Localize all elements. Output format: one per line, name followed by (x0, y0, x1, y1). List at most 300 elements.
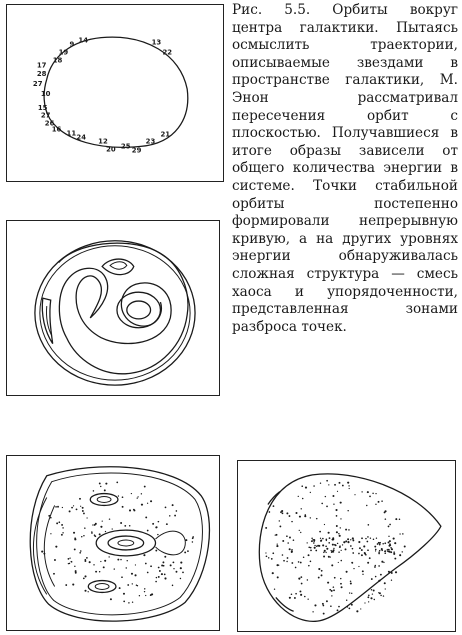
scatter-dot (71, 561, 73, 563)
scatter-dot (315, 550, 317, 552)
scatter-dot (53, 573, 55, 575)
scatter-dot (377, 543, 379, 545)
scatter-dot (330, 605, 332, 607)
scatter-dot (280, 511, 282, 513)
orbit-figure-smooth-canvas (7, 5, 223, 181)
scatter-dot (123, 593, 125, 595)
scatter-dot (131, 573, 133, 575)
scatter-dot (41, 551, 43, 553)
scatter-dot (61, 534, 63, 536)
scatter-dot (289, 597, 291, 599)
scatter-dot (158, 576, 160, 578)
scatter-dot (123, 600, 125, 602)
scatter-dot (337, 543, 338, 544)
scatter-dot (381, 561, 383, 563)
scatter-dot (99, 571, 100, 572)
bottom-island-inner (95, 584, 109, 590)
scatter-dot (388, 536, 389, 537)
scatter-dot (150, 500, 152, 502)
scatter-dot (276, 545, 278, 547)
scatter-dot (176, 571, 178, 573)
scatter-dot (362, 574, 363, 575)
scatter-dot (54, 559, 56, 561)
scatter-dot (326, 506, 328, 508)
scatter-dot (331, 564, 333, 566)
scatter-dot (84, 527, 86, 529)
scatter-dot (307, 579, 308, 580)
scatter-dot (404, 545, 406, 547)
scatter-dot (310, 549, 312, 551)
scatter-dot (69, 510, 71, 512)
scatter-dot (184, 551, 186, 553)
scatter-dot (74, 548, 76, 550)
scatter-dot (313, 541, 314, 542)
scatter-dot (99, 483, 101, 485)
scatter-dot (161, 565, 163, 567)
orbit-label: 15 (37, 103, 48, 112)
scatter-dot (84, 590, 86, 592)
scatter-dot (89, 561, 91, 563)
scatter-dot (388, 551, 390, 553)
scatter-dot (350, 545, 352, 547)
scatter-dot (298, 578, 300, 580)
scatter-dot (337, 491, 338, 492)
scatter-dot (279, 526, 281, 528)
scatter-dot (108, 556, 109, 557)
scatter-dot (333, 548, 334, 549)
scatter-dot (328, 542, 330, 544)
scatter-dot (91, 531, 92, 532)
scatter-dot (118, 495, 119, 496)
center-wing-right (156, 531, 186, 555)
scatter-dot (330, 550, 331, 551)
scatter-dot (316, 518, 318, 520)
scatter-dot (100, 486, 101, 487)
scatter-dot (381, 500, 383, 502)
scatter-dot (79, 552, 81, 554)
scatter-dot (333, 549, 335, 551)
scatter-dot (310, 517, 311, 518)
scatter-dot (170, 564, 172, 566)
scatter-dot (331, 590, 333, 592)
scatter-dot (180, 578, 181, 579)
orbit-label: 18 (52, 56, 63, 65)
scatter-dot (283, 560, 285, 562)
scatter-dot (282, 540, 284, 542)
scatter-dot (273, 505, 275, 507)
scatter-dot (313, 485, 315, 487)
scatter-dot (399, 533, 400, 534)
scatter-dot (379, 580, 381, 582)
scatter-dot (345, 529, 347, 531)
scatter-dot (380, 574, 382, 576)
inner-lobe-curve (76, 276, 171, 344)
scatter-dot (391, 572, 393, 574)
scatter-dot (301, 583, 303, 585)
scatter-dot (295, 567, 297, 569)
center-island-middle (108, 536, 144, 550)
scatter-dot (334, 577, 336, 579)
scatter-dot (308, 554, 310, 556)
scatter-dot (325, 552, 326, 553)
scatter-dot (327, 582, 329, 584)
scatter-dot (278, 564, 279, 565)
center-island-inner (118, 540, 134, 546)
scatter-dot (367, 491, 369, 493)
orbit-label: 23 (145, 137, 156, 146)
orbit-label: 25 (120, 142, 131, 151)
scatter-dot (287, 542, 289, 544)
scatter-dot (364, 553, 366, 555)
right-island-outer (117, 292, 161, 328)
orbit-label: 12 (98, 137, 108, 146)
scatter-dot (303, 557, 305, 559)
scatter-dot (317, 545, 319, 547)
scatter-dot (112, 528, 113, 529)
scatter-dot (272, 552, 274, 554)
orbit-figure-chaotic-canvas (238, 461, 455, 631)
scatter-dot (347, 541, 349, 543)
scatter-dot (155, 550, 157, 552)
scatter-dot (318, 577, 320, 579)
scatter-dot (69, 563, 71, 565)
scatter-dot (352, 552, 354, 554)
scatter-dot (378, 565, 380, 567)
scatter-dot (100, 526, 102, 528)
scatter-dot (350, 581, 352, 583)
scatter-dot (92, 524, 93, 525)
scatter-dot (390, 551, 392, 553)
scatter-dot (69, 557, 70, 558)
scatter-dot (74, 537, 76, 539)
scatter-dot (169, 515, 170, 516)
scatter-dot (141, 504, 143, 506)
scatter-dot (308, 546, 310, 548)
scatter-dot (127, 584, 129, 586)
scatter-dot (311, 538, 313, 540)
scatter-dot (332, 544, 334, 546)
scatter-dot (293, 539, 295, 541)
teardrop-upper-mark (268, 492, 280, 505)
scatter-dot (384, 510, 386, 512)
scatter-dot (376, 538, 377, 539)
scatter-dot (356, 610, 358, 612)
scatter-dot (75, 572, 77, 574)
scatter-dot (298, 496, 299, 497)
scatter-dot (375, 549, 377, 551)
scatter-dot (393, 551, 395, 553)
scatter-dot (192, 541, 193, 542)
scatter-dot (360, 608, 361, 609)
scatter-dot (274, 589, 275, 590)
scatter-dot (135, 564, 136, 565)
scatter-dot (336, 531, 338, 533)
scatter-dot (389, 524, 391, 526)
scatter-dot (300, 576, 302, 578)
scatter-dot (289, 537, 291, 539)
scatter-dot (347, 510, 348, 511)
scatter-dot (333, 589, 335, 591)
scatter-dot (93, 490, 95, 492)
scatter-dot (83, 578, 85, 580)
orbit-label: 27 (32, 80, 43, 89)
scatter-dot (94, 535, 96, 537)
scatter-dot (147, 530, 149, 532)
scatter-dot (287, 557, 289, 559)
scatter-dot (83, 513, 85, 515)
scatter-dot (164, 577, 166, 579)
scatter-dot (269, 511, 271, 513)
scatter-dot (305, 514, 307, 516)
scatter-dot (399, 518, 401, 520)
scatter-dot (50, 533, 51, 534)
scatter-dot (300, 562, 302, 564)
scatter-dot (337, 609, 339, 611)
scatter-dot (127, 560, 128, 561)
scatter-dot (348, 485, 349, 486)
scatter-dot (311, 540, 313, 542)
center-island-outer (96, 530, 155, 556)
scatter-dot (156, 577, 157, 578)
scatter-dot (350, 582, 352, 584)
scatter-dot (374, 599, 375, 600)
scatter-dot (364, 602, 365, 603)
scatter-dot (93, 564, 94, 565)
scatter-dot (336, 515, 338, 517)
scatter-dot (73, 532, 75, 534)
scatter-dot (320, 539, 322, 541)
scatter-dot (128, 602, 129, 603)
scatter-dot (104, 560, 106, 562)
scatter-dot (338, 562, 339, 563)
scatter-dot (75, 570, 77, 572)
scatter-dot (388, 549, 389, 550)
scatter-dot (301, 485, 303, 487)
scatter-dot (389, 540, 391, 542)
scatter-dot (105, 483, 107, 485)
orbit-figure-chaos-islands (6, 455, 220, 631)
scatter-dot (383, 562, 384, 563)
scatter-dot (120, 559, 121, 560)
scatter-dot (145, 516, 147, 518)
scatter-dot (381, 550, 383, 552)
scatter-dot (313, 542, 315, 544)
scatter-dot (326, 600, 328, 602)
scatter-dot (286, 561, 287, 562)
scatter-dot (300, 594, 302, 596)
scatter-dot (307, 599, 308, 600)
scatter-dot (369, 557, 371, 559)
top-island-inner (110, 262, 127, 269)
scatter-dot (55, 506, 57, 508)
scatter-dot (48, 515, 50, 517)
scatter-dot (300, 532, 301, 533)
scatter-dot (110, 598, 112, 600)
scatter-dot (109, 518, 110, 519)
orbit-label: 11 (66, 129, 77, 138)
scatter-dot (329, 537, 331, 539)
scatter-dot (122, 496, 124, 498)
scatter-dot (323, 605, 325, 607)
scatter-dot (402, 551, 403, 552)
scatter-dot (86, 557, 88, 559)
orbit-label: 16 (51, 125, 62, 134)
scatter-dot (81, 536, 82, 537)
scatter-dot (308, 565, 310, 567)
scatter-dot (304, 596, 306, 598)
scatter-dot (358, 553, 360, 555)
scatter-dot (358, 541, 360, 543)
scatter-dot (162, 561, 164, 563)
scatter-dot (361, 537, 363, 539)
scatter-dot (367, 536, 369, 538)
outer-boundary (30, 467, 209, 621)
scatter-dot (152, 523, 154, 525)
scatter-dot (120, 522, 122, 524)
scatter-dot (346, 600, 347, 601)
scatter-dot (320, 538, 321, 539)
scatter-dot (394, 558, 396, 560)
scatter-dot (174, 515, 176, 517)
scatter-dot (350, 539, 351, 540)
scatter-dot (265, 527, 267, 529)
scatter-dot (122, 506, 124, 508)
scatter-dot (289, 515, 291, 517)
scatter-dot (172, 504, 174, 506)
scatter-dot (266, 555, 268, 557)
scatter-dot (340, 518, 341, 519)
scatter-dot (155, 526, 157, 528)
scatter-dot (373, 539, 375, 541)
scatter-dot (310, 561, 312, 563)
scatter-dot (185, 539, 187, 541)
scatter-dot (313, 539, 315, 541)
scatter-dot (76, 508, 78, 510)
scatter-dot (289, 548, 291, 550)
scatter-dot (129, 509, 131, 511)
scatter-dot (88, 591, 89, 592)
scatter-dot (182, 571, 184, 573)
scatter-dot (282, 554, 284, 556)
scatter-dot (157, 534, 158, 535)
scatter-dot (370, 538, 371, 539)
scatter-dot (340, 502, 342, 504)
scatter-dot (338, 533, 339, 534)
scatter-dot (353, 568, 354, 569)
scatter-dot (363, 545, 365, 547)
orbit-label: 26 (44, 119, 55, 128)
orbit-label: 10 (40, 89, 51, 98)
scatter-dot (158, 521, 160, 523)
scatter-dot (354, 494, 355, 495)
scatter-dot (137, 496, 138, 497)
scatter-dot (105, 531, 106, 532)
scatter-dot (291, 551, 293, 553)
scatter-dot (65, 584, 67, 586)
scatter-dot (340, 578, 341, 579)
scatter-dot (331, 595, 332, 596)
scatter-dot (137, 497, 138, 498)
scatter-dot (131, 493, 132, 494)
scatter-dot (333, 539, 334, 540)
scatter-dot (126, 567, 127, 568)
scatter-dot (341, 550, 342, 551)
scatter-dot (372, 493, 373, 494)
scatter-dot (345, 548, 347, 550)
scatter-dot (334, 544, 336, 546)
orbit-label: 29 (131, 146, 142, 155)
scatter-dot (159, 570, 161, 572)
scatter-dot (384, 582, 386, 584)
scatter-dot (326, 480, 328, 482)
scatter-dot (378, 553, 380, 555)
scatter-dot (361, 554, 363, 556)
scatter-dot (319, 531, 321, 533)
scatter-dot (144, 588, 145, 589)
scatter-dot (368, 524, 370, 526)
scatter-dot (374, 566, 376, 568)
scatter-dot (80, 506, 81, 507)
scatter-dot (375, 576, 377, 578)
scatter-dot (351, 604, 353, 606)
scatter-dot (133, 509, 135, 511)
scatter-dot (394, 542, 396, 544)
scatter-dot (321, 574, 323, 576)
scatter-dot (310, 492, 311, 493)
scatter-dot (180, 562, 182, 564)
scatter-dot (145, 595, 146, 596)
orbit-figure-islands-canvas (7, 221, 219, 395)
orbit-label: 27 (40, 111, 51, 120)
scatter-dot (375, 504, 376, 505)
scatter-dot (276, 534, 278, 536)
scatter-dot (150, 594, 152, 596)
scatter-dot (345, 540, 347, 542)
orbit-figure-smooth (6, 4, 224, 182)
scatter-dot (318, 568, 320, 570)
scatter-dot (321, 503, 323, 505)
scatter-dot (353, 539, 355, 541)
scatter-dot (271, 558, 273, 560)
scatter-dot (328, 484, 329, 485)
scatter-dot (265, 552, 266, 553)
orbit-label: 13 (151, 38, 162, 47)
scatter-dot (73, 505, 74, 506)
scatter-dot (43, 553, 45, 555)
scatter-dot (166, 523, 168, 525)
scatter-dot (305, 487, 307, 489)
scatter-dot (124, 525, 126, 527)
scatter-dot (340, 583, 342, 585)
scatter-dot (291, 549, 292, 550)
scatter-dot (325, 545, 327, 547)
scatter-dot (374, 546, 376, 548)
scatter-dot (372, 593, 373, 594)
scatter-dot (277, 576, 279, 578)
scatter-dot (299, 516, 301, 518)
scatter-dot (384, 552, 386, 554)
scatter-dot (379, 542, 381, 544)
scatter-dot (323, 613, 325, 615)
scatter-dot (172, 585, 174, 587)
scatter-dot (323, 555, 325, 557)
scatter-dot (114, 568, 115, 569)
scatter-dot (342, 544, 343, 545)
scatter-dot (333, 551, 335, 553)
scatter-dot (338, 606, 340, 608)
scatter-dot (339, 545, 340, 546)
scatter-dot (299, 530, 300, 531)
